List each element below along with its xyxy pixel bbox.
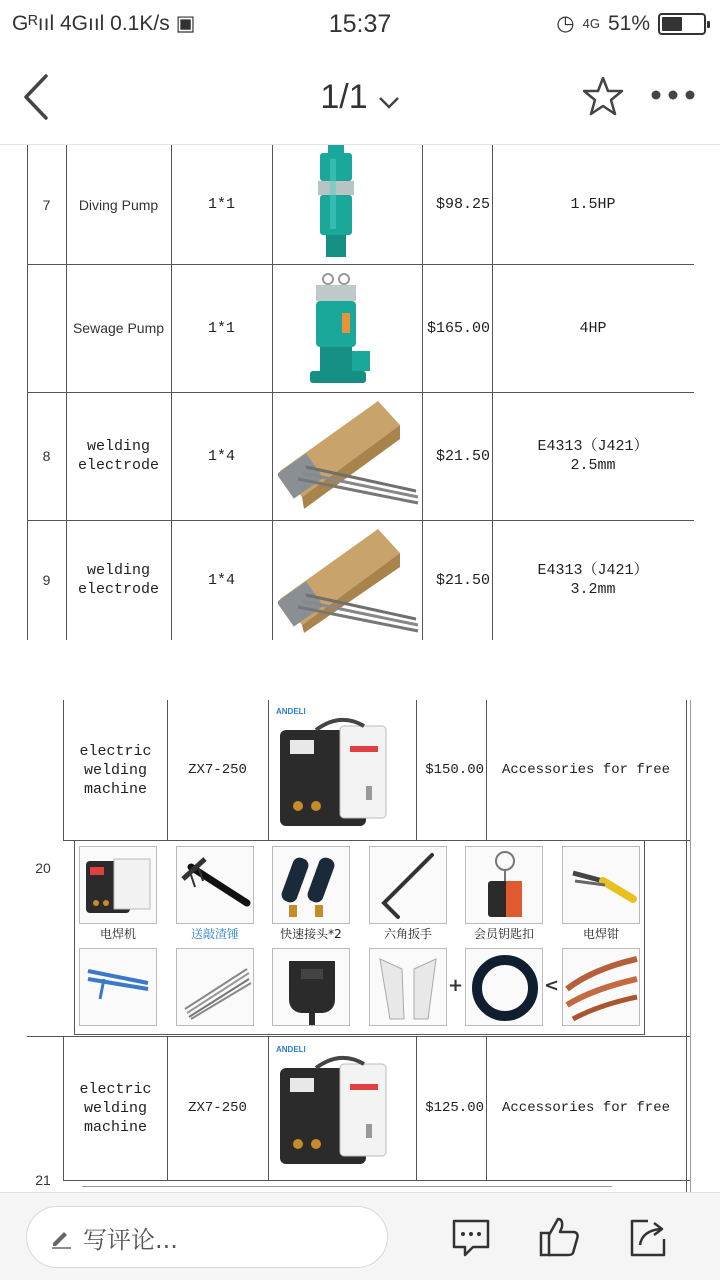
- product-name: Diving Pump: [78, 196, 159, 213]
- accessory-copper-wire-icon: [562, 948, 640, 1026]
- welder-illustration: [276, 716, 406, 828]
- comment-input[interactable]: [26, 1206, 388, 1268]
- accessory-ground-clamp-icon: [79, 948, 157, 1026]
- share-icon: [626, 1215, 670, 1259]
- signal-text: Gᴿııl 4Gııl: [12, 12, 105, 35]
- share-button[interactable]: [626, 1215, 670, 1259]
- accessory-label: 六角扳手: [383, 927, 432, 941]
- accessory-keychain-icon: [465, 846, 543, 924]
- document-viewer[interactable]: [0, 145, 720, 1192]
- battery-percent: 51%: [607, 11, 650, 35]
- star-icon: [582, 75, 624, 117]
- less-than-symbol: <: [544, 975, 560, 996]
- comments-button[interactable]: [449, 1215, 493, 1259]
- battery-fill: [662, 17, 682, 31]
- row-number: 9: [42, 572, 51, 588]
- model-number: ZX7-250: [188, 1099, 247, 1116]
- unit-price: $125.00: [425, 1099, 484, 1116]
- brand-logo: ANDELI: [276, 1045, 306, 1054]
- accessory-clamp-icon: [562, 846, 640, 924]
- diving-pump-image: [306, 145, 366, 263]
- row-number: 20: [35, 860, 51, 876]
- top-nav-bar: [0, 50, 720, 145]
- comment-bubble-icon: [449, 1215, 493, 1259]
- accessory-rods-icon: [176, 948, 254, 1026]
- plus-symbol: +: [448, 975, 464, 996]
- battery-icon: [658, 13, 706, 35]
- comment-placeholder: 写评论...: [83, 1225, 178, 1254]
- accessory-label: 电焊钳: [582, 927, 619, 941]
- alarm-icon: ◷: [556, 12, 575, 35]
- accessory-label: 电焊机: [99, 927, 136, 941]
- screenshot-icon: ▣: [175, 12, 196, 35]
- page-indicator: 1/1: [320, 78, 368, 116]
- unit-price: $150.00: [425, 761, 484, 778]
- pencil-icon: [49, 1225, 73, 1249]
- note: Accessories for free: [501, 761, 671, 778]
- brand-logo: ANDELI: [276, 707, 306, 716]
- accessory-label: 快速接头*2: [280, 927, 342, 941]
- thumbs-up-icon: [538, 1215, 582, 1259]
- accessory-mask-icon: [272, 948, 350, 1026]
- network-4g-icon: 4G: [582, 16, 600, 31]
- like-button[interactable]: [538, 1215, 582, 1259]
- unit-price: $21.50: [435, 571, 490, 589]
- model-number: ZX7-250: [188, 761, 247, 778]
- bottom-action-bar: [0, 1192, 720, 1280]
- accessory-connector-icon: [272, 846, 350, 924]
- accessory-label: 送敲渣锤: [190, 927, 239, 941]
- accessory-hex-wrench-icon: [369, 846, 447, 924]
- welding-machine-image: [276, 1045, 410, 1171]
- more-dots-icon: [650, 85, 696, 105]
- accessory-label: 会员钥匙扣: [473, 927, 534, 941]
- clock: 15:37: [328, 10, 392, 38]
- unit-price: $165.00: [426, 319, 490, 337]
- accessory-cable-icon: [465, 948, 543, 1026]
- product-name: welding electrode: [78, 438, 160, 474]
- quantity: 1*4: [207, 571, 235, 589]
- row-number: 7: [42, 196, 51, 213]
- welding-electrode-box-image: [278, 527, 420, 635]
- accessory-gloves-icon: [369, 948, 447, 1026]
- quantity: 1*1: [207, 196, 235, 213]
- row-number: 21: [35, 1172, 51, 1188]
- welding-electrode-box-image: [278, 399, 420, 511]
- specification: 4HP: [579, 319, 607, 337]
- accessory-hammer-icon: [176, 846, 254, 924]
- specification: E4313（J421） 3.2mm: [537, 562, 649, 598]
- note: Accessories for free: [501, 1099, 671, 1116]
- accessory-welder-icon: [79, 846, 157, 924]
- favorite-button[interactable]: [582, 75, 624, 117]
- quantity: 1*4: [207, 447, 235, 465]
- quantity: 1*1: [207, 319, 235, 337]
- row-number: 8: [42, 448, 51, 464]
- chevron-down-icon: [378, 96, 400, 110]
- sewage-pump-image: [302, 271, 374, 387]
- product-name: electric welding machine: [79, 1080, 152, 1136]
- more-options-button[interactable]: [650, 85, 696, 105]
- row-number: [27, 264, 66, 392]
- welder-illustration: [276, 1054, 406, 1166]
- unit-price: $98.25: [435, 196, 490, 213]
- product-name: Sewage Pump: [72, 320, 165, 336]
- network-speed: 0.1K/s: [110, 12, 170, 35]
- product-name: electric welding machine: [79, 742, 152, 798]
- welding-machine-image: [276, 707, 410, 833]
- status-bar: [0, 0, 720, 50]
- unit-price: $21.50: [435, 447, 490, 465]
- product-name: welding electrode: [78, 562, 160, 598]
- specification: 1.5HP: [570, 196, 616, 213]
- specification: E4313（J421） 2.5mm: [537, 438, 649, 474]
